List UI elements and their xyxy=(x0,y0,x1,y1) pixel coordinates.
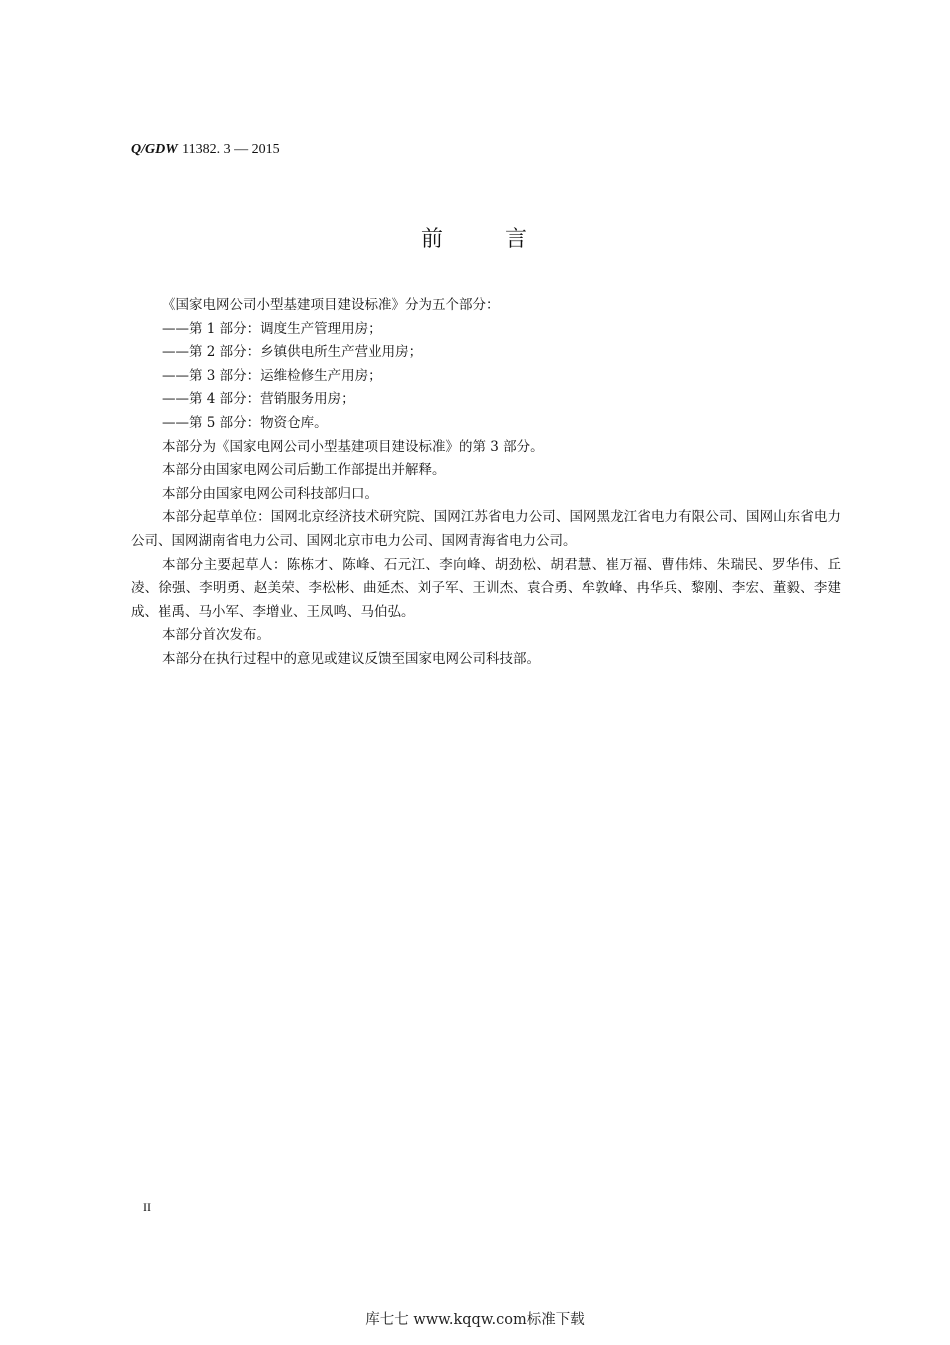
paragraph: 本部分首次发布。 xyxy=(162,627,270,644)
standard-code-number: 11382. 3 — 2015 xyxy=(182,142,280,157)
standard-code-prefix: Q/GDW xyxy=(131,142,178,157)
document-body xyxy=(131,294,841,672)
part-list-item: ——第 2 部分：乡镇供电所生产营业用房； xyxy=(162,344,423,361)
paragraph: 本部分由国家电网公司科技部归口。 xyxy=(162,485,378,502)
drafting-units-paragraph: 本部分起草单位：国网北京经济技术研究院、国网江苏省电力公司、国网黑龙江省电力有限公司、国网山东省电力公司、国网湖南省电力公司、国网北京市电力公司、国网青海省电力公司。 xyxy=(131,509,841,549)
paragraph: 本部分在执行过程中的意见或建议反馈至国家电网公司科技部。 xyxy=(162,650,540,667)
paragraph: 本部分由国家电网公司后勤工作部提出并解释。 xyxy=(162,462,446,479)
paragraph: 本部分为《国家电网公司小型基建项目建设标准》的第 3 部分。 xyxy=(162,438,544,455)
part-list-item: ——第 4 部分：营销服务用房； xyxy=(162,391,355,408)
part-list-item: ——第 1 部分：调度生产管理用房； xyxy=(162,320,382,337)
footer-watermark: 库七七 www.kqqw.com标准下载 xyxy=(365,1312,585,1328)
page-title xyxy=(0,222,950,253)
page-number: II xyxy=(143,1200,151,1214)
standard-code xyxy=(131,141,280,158)
part-list-item: ——第 5 部分：物资仓库。 xyxy=(162,414,328,431)
part-list-item: ——第 3 部分：运维检修生产用房； xyxy=(162,367,382,384)
title-char-2: 言 xyxy=(505,227,530,252)
intro-paragraph: 《国家电网公司小型基建项目建设标准》分为五个部分： xyxy=(162,297,500,313)
title-char-1: 前 xyxy=(420,227,445,252)
drafters-paragraph: 本部分主要起草人：陈栋才、陈峰、石元江、李向峰、胡劲松、胡君慧、崔万福、曹伟炜、朱瑞民、罗华伟、丘凌、徐强、李明勇、赵美荣、李松彬、曲延杰、刘子军、王训杰、袁合勇、牟敦峰、冉华兵、黎刚、李宏、董毅、李建成、崔禹、马小军、李增业、王凤鸣、马伯弘。 xyxy=(131,556,841,620)
